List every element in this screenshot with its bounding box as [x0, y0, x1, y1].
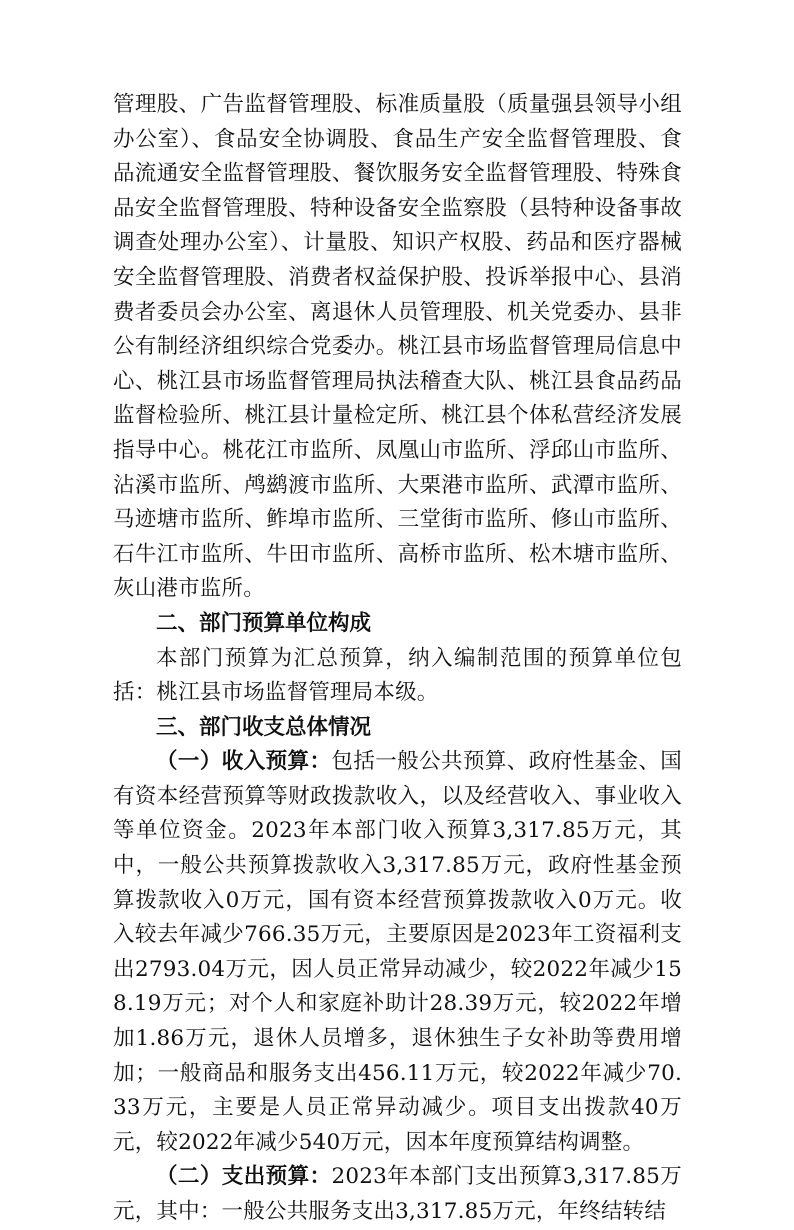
expense-budget-paragraph: [113, 1160, 682, 1229]
income-budget-text: 包括一般公共预算、政府性基金、国有资本经营预算等财政拨款收入，以及经营收入、事业收入等单位资金。2023年本部门收入预算3,317.85万元，其中，一般公共预算拨款收入3,317.85万元，政府性基金预算拨款收入0万元，国有资本经营预算拨款收入0万元。收入较去年减少766.35万元，主要原因是2023年工资福利支出2793.04万元，因人员正常异动减少，较2022年减少158.19万元；对个人和家庭补助计28.39万元，较2022年增加1.86万元，退休人员增多，退休独生子女补助等费用增加；一般商品和服务支出456.11万元，较2022年减少70.33万元，主要是人员正常异动减少。项目支出拨款40万元，较2022年减少540万元，因本年度预算结构调整。: [113, 749, 682, 1155]
expense-budget-label: （二）支出预算：: [156, 1164, 332, 1190]
section-heading-budget-units: 二、部门预算单位构成: [156, 610, 372, 636]
income-budget-label: （一）收入预算：: [156, 749, 332, 775]
income-budget-paragraph: [113, 745, 682, 1160]
expense-budget-text: 2023年本部门支出预算3,317.85万元，其中：一般公共服务支出3,317.85万元，年终结转结: [113, 1164, 682, 1224]
budget-units-paragraph: 本部门预算为汇总预算，纳入编制范围的预算单位包括：桃江县市场监督管理局本级。: [113, 645, 682, 706]
org-structure-paragraph: 管理股、广告监督管理股、标准质量股（质量强县领导小组办公室）、食品安全协调股、食品生产安全监督管理股、食品流通安全监督管理股、餐饮服务安全监督管理股、特殊食品安全监督管理股、特种设备安全监察股（县特种设备事故调查处理办公室）、计量股、知识产权股、药品和医疗器械安全监督管理股、消费者权益保护股、投诉举报中心、县消费者委员会办公室、离退休人员管理股、机关党委办、县非公有制经济组织综合党委办。桃江县市场监督管理局信息中心、桃江县市场监督管理局执法稽查大队、桃江县食品药品监督检验所、桃江县计量检定所、桃江县个体私营经济发展指导中心。桃花江市监所、凤凰山市监所、浮邱山市监所、沾溪市监所、鸬鹚渡市监所、大栗港市监所、武潭市监所、马迹塘市监所、鲊埠市监所、三堂街市监所、修山市监所、石牛江市监所、牛田市监所、高桥市监所、松木塘市监所、灰山港市监所。: [113, 92, 682, 602]
section-heading-overall-revenue-expense: 三、部门收支总体情况: [156, 714, 372, 740]
